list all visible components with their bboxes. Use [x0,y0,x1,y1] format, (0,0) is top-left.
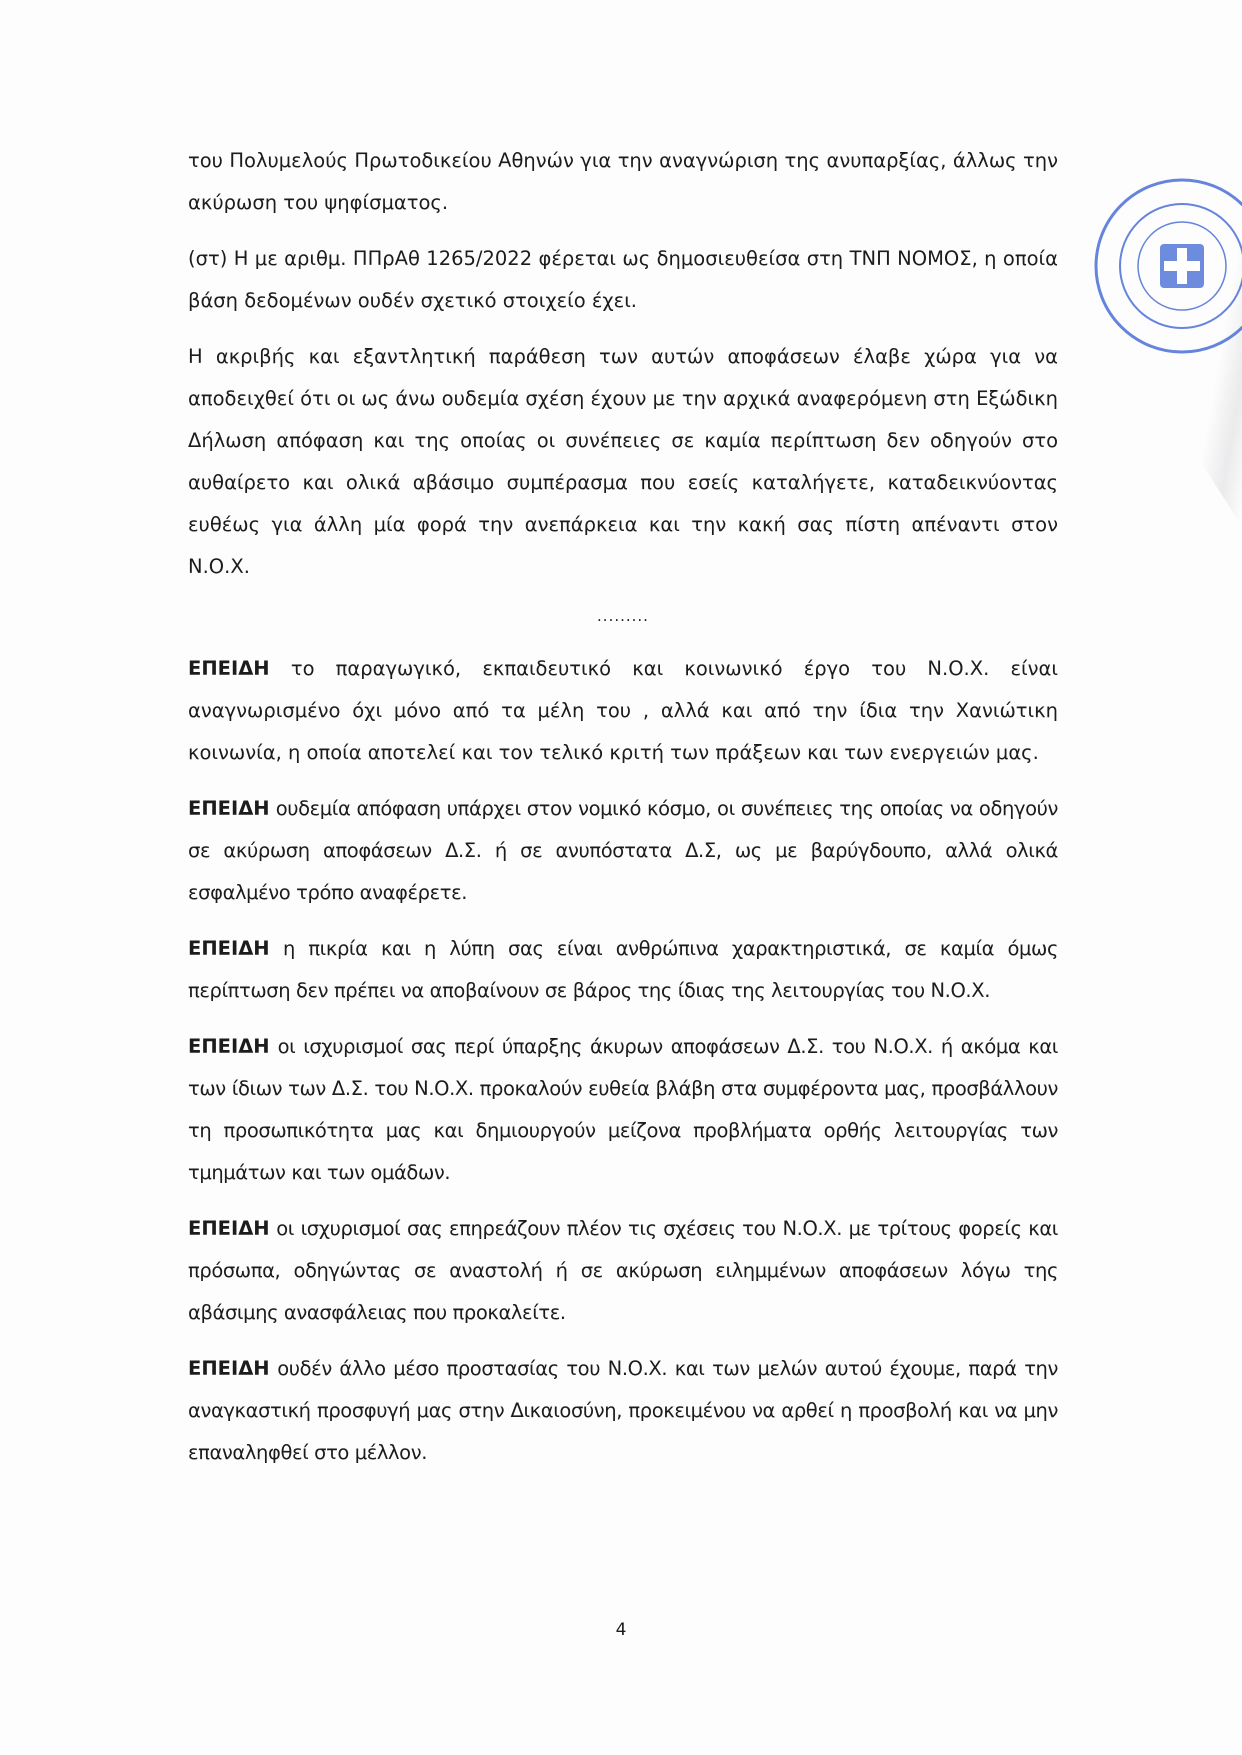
greek-cross-emblem [1160,244,1204,288]
clause-lead: ΕΠΕΙΔΗ [188,1357,270,1380]
paragraph: Η ακριβής και εξαντλητική παράθεση των αυτών αποφάσεων έλαβε χώρα για να αποδειχθεί ότι οι ως άνω ουδεμία σχέση έχουν με την αρχικά αναφερόμενη στη Εξώδικη Δήλωση απόφαση και της οποίας οι συνέπειες σε καμία περίπτωση δεν οδηγούν στο αυθαίρετο και ολικά αβάσιμο συμπέρασμα που εσείς καταλήγετε, καταδεικνύοντας ευθέως για άλλη μία φορά την ανεπάρκεια και την κακή σας πίστη απέναντι στον Ν.Ο.Χ. [188,345,1058,578]
page-number: 4 [615,1620,627,1640]
clause-paragraph [188,1026,1058,1194]
document-body [188,140,1058,1474]
clause-lead: ΕΠΕΙΔΗ [188,797,270,820]
clause-paragraph [188,648,1058,774]
clause-lead: ΕΠΕΙΔΗ [188,657,270,680]
paragraph: (στ) Η με αριθμ. ΠΠρΑθ 1265/2022 φέρεται ως δημοσιευθείσα στη ΤΝΠ ΝΟΜΟΣ, η οποία βάση δεδομένων ουδέν σχετικό στοιχείο έχει. [188,247,1058,312]
paragraph: του Πολυμελούς Πρωτοδικείου Αθηνών για την αναγνώριση της ανυπαρξίας, άλλως την ακύρωση του ψηφίσματος. [188,149,1058,214]
clause-lead: ΕΠΕΙΔΗ [188,1035,270,1058]
clause-paragraph [188,1348,1058,1474]
official-seal-stamp [1092,176,1242,356]
clause-text: το παραγωγικό, εκπαιδευτικό και κοινωνικό έργο του Ν.Ο.Χ. είναι αναγνωρισμένο όχι μόνο από τα μέλη του , αλλά και από την ίδια την Χανιώτικη κοινωνία, η οποία αποτελεί και τον τελικό κριτή των πράξεων και των ενεργειών μας. [188,657,1058,764]
clause-paragraph [188,788,1058,914]
clause-lead: ΕΠΕΙΔΗ [188,1217,270,1240]
stamp-region [1092,176,1242,356]
clause-text: οι ισχυρισμοί σας επηρεάζουν πλέον τις σχέσεις του Ν.Ο.Χ. με τρίτους φορείς και πρόσωπα, οδηγώντας σε αναστολή ή σε ακύρωση ειλημμένων αποφάσεων λόγω της αβάσιμης ανασφάλειας που προκαλείτε. [188,1217,1058,1324]
clause-paragraph [188,1208,1058,1334]
section-separator: ......... [597,607,649,625]
clause-text: οι ισχυρισμοί σας περί ύπαρξης άκυρων αποφάσεων Δ.Σ. του Ν.Ο.Χ. ή ακόμα και των ίδιων των Δ.Σ. του Ν.Ο.Χ. προκαλούν ευθεία βλάβη στα συμφέροντα μας, προσβάλλουν τη προσωπικότητα μας και δημιουργούν μείζονα προβλήματα ορθής λειτουργίας των τμημάτων και των ομάδων. [188,1035,1058,1184]
clause-paragraph [188,928,1058,1012]
clause-lead: ΕΠΕΙΔΗ [188,937,270,960]
clause-text: ουδεμία απόφαση υπάρχει στον νομικό κόσμο, οι συνέπειες της οποίας να οδηγούν σε ακύρωση αποφάσεων Δ.Σ. ή σε ανυπόστατα Δ.Σ, ως με βαρύγδουπο, αλλά ολικά εσφαλμένο τρόπο αναφέρετε. [188,797,1058,904]
clause-text: ουδέν άλλο μέσο προστασίας του Ν.Ο.Χ. και των μελών αυτού έχουμε, παρά την αναγκαστική προσφυγή μας στην Δικαιοσύνη, προκειμένου να αρθεί η προσβολή και να μην επαναληφθεί στο μέλλον. [188,1357,1058,1464]
clause-text: η πικρία και η λύπη σας είναι ανθρώπινα χαρακτηριστικά, σε καμία όμως περίπτωση δεν πρέπει να αποβαίνουν σε βάρος της ίδιας της λειτουργίας του Ν.Ο.Χ. [188,937,1058,1002]
